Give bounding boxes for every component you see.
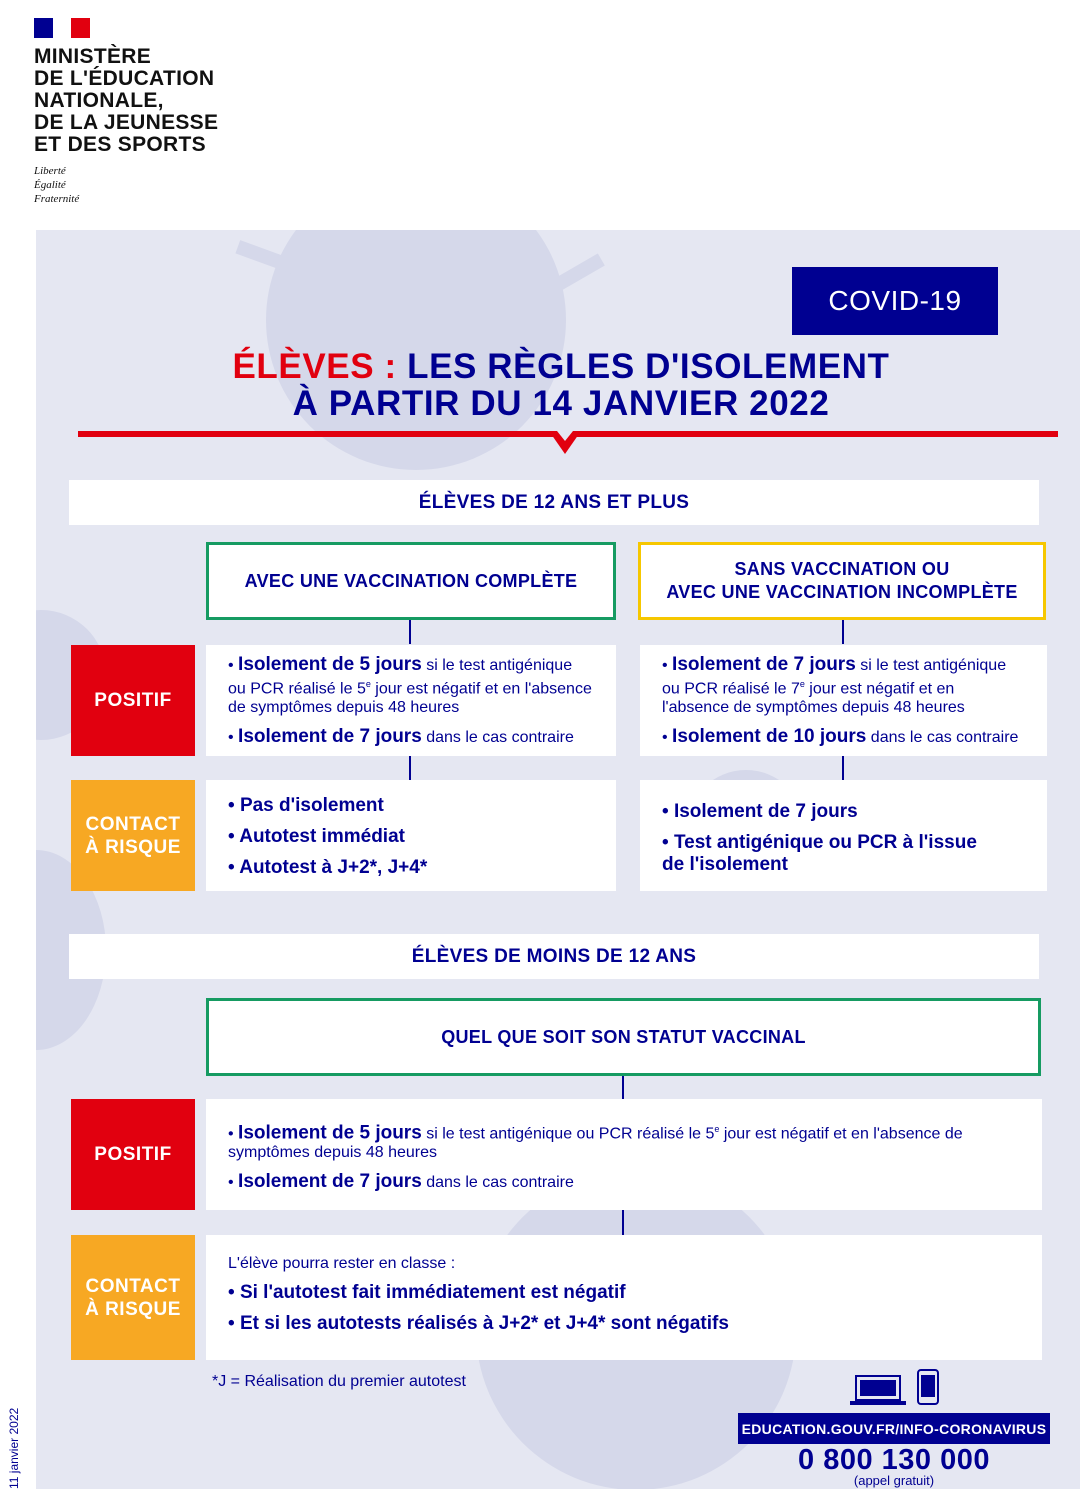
item-sup: e: [365, 679, 371, 689]
item-bold: Isolement de 10 jours: [672, 726, 867, 748]
contact-vaccinated-cell: [206, 780, 616, 891]
column-header-vaccinated: AVEC UNE VACCINATION COMPLÈTE: [206, 542, 616, 620]
item-text: jour est négatif et en l'absence de symptômes depuis 48 heures: [228, 680, 592, 717]
item-bold: Isolement de 7 jours: [672, 654, 856, 675]
list-item: • Et si les autotests réalisés à J+2* et J+4* sont négatifs: [228, 1313, 729, 1334]
section-band-under-12: ÉLÈVES DE MOINS DE 12 ANS: [69, 934, 1039, 979]
item-bold: Isolement de 5 jours: [238, 654, 422, 675]
contact-all-cell: [206, 1235, 1042, 1360]
positive-label: POSITIF: [71, 645, 195, 756]
ministry-name: MINISTÈRE DE L'ÉDUCATION NATIONALE, DE LA JEUNESSE ET DES SPORTS: [34, 45, 219, 156]
item-text: Isolement de 7 jours: [673, 801, 858, 822]
info-url-link[interactable]: EDUCATION.GOUV.FR/INFO-CORONAVIRUS: [738, 1413, 1050, 1444]
item-text: Test antigénique ou PCR à l'issue de l'isolement: [662, 832, 977, 875]
laptop-phone-icon: [850, 1368, 942, 1408]
contact-label-line1: CONTACT: [85, 1275, 181, 1297]
item-text: si le test antigénique ou PCR réalisé le 5: [421, 1125, 715, 1143]
list-item: • Si l'autotest fait immédiatement est négatif: [228, 1282, 626, 1303]
item-text: dans le cas contraire: [421, 729, 574, 747]
contact-label-line2: À RISQUE: [85, 1298, 181, 1320]
item-sup: e: [714, 1124, 720, 1134]
page-title: [78, 348, 1044, 422]
connector-line: [842, 620, 844, 644]
list-item: • Isolement de 7 jours dans le cas contraire: [228, 726, 574, 748]
item-text: Et si les autotests réalisés à J+2* et J+4* sont négatifs: [239, 1313, 729, 1334]
contact-intro: L'élève pourra rester en classe :: [228, 1255, 456, 1272]
item-bold: Isolement de 5 jours: [238, 1122, 422, 1144]
connector-line: [622, 1076, 624, 1099]
contact-unvaccinated-cell: [640, 780, 1047, 891]
item-text: Autotest immédiat: [239, 826, 405, 847]
chevron-down-icon: [549, 424, 581, 456]
list-item: • Isolement de 5 jours si le test antigénique ou PCR réalisé le 5e jour est négatif et en l'absence de symptômes depuis 48 heures: [228, 654, 592, 717]
positive-unvaccinated-cell: [640, 645, 1047, 756]
item-sup: e: [799, 679, 805, 689]
item-text: jour est négatif et en l'absence de symptômes depuis 48 heures: [228, 1125, 963, 1162]
positive-all-cell: [206, 1099, 1042, 1210]
positive-vaccinated-cell: [206, 645, 616, 756]
contact-label: [71, 780, 195, 891]
connector-line: [622, 1210, 624, 1235]
column-header-unvaccinated: [638, 542, 1046, 620]
item-text: Autotest à J+2*, J+4*: [239, 857, 428, 878]
covid-badge: COVID-19: [792, 267, 998, 335]
list-item: • Autotest à J+2*, J+4*: [228, 857, 428, 878]
list-item: • Test antigénique ou PCR à l'issue de l'isolement: [662, 832, 977, 875]
positive-label: POSITIF: [71, 1099, 195, 1210]
item-text: jour est négatif et en l'absence de symptômes depuis 48 heures: [662, 680, 965, 717]
column-header-all: QUEL QUE SOIT SON STATUT VACCINAL: [206, 998, 1041, 1076]
french-flag-icon: [34, 18, 90, 38]
list-item: • Isolement de 7 jours si le test antigénique ou PCR réalisé le 7e jour est négatif et en l'absence de symptômes depuis 48 heures: [662, 654, 1007, 717]
title-line2: À PARTIR DU 14 JANVIER 2022: [292, 384, 830, 423]
column-header-unvaccinated-line2: AVEC UNE VACCINATION INCOMPLÈTE: [666, 582, 1018, 602]
connector-line: [842, 756, 844, 780]
item-text: Pas d'isolement: [239, 795, 384, 816]
item-bold: Isolement de 7 jours: [238, 726, 422, 748]
item-text: dans le cas contraire: [866, 729, 1019, 747]
connector-line: [409, 756, 411, 780]
list-item: • Autotest immédiat: [228, 826, 405, 847]
list-item: • Pas d'isolement: [228, 795, 384, 816]
footnote: *J = Réalisation du premier autotest: [212, 1373, 466, 1390]
phone-number[interactable]: 0 800 130 000: [798, 1444, 990, 1476]
list-item: • Isolement de 5 jours si le test antigénique ou PCR réalisé le 5e jour est négatif et en l'absence de symptômes depuis 48 heures: [228, 1122, 963, 1162]
list-item: • Isolement de 7 jours dans le cas contraire: [228, 1171, 574, 1193]
title-highlight: ÉLÈVES :: [232, 347, 397, 386]
list-item: • Isolement de 7 jours: [662, 801, 858, 822]
ministry-logo: [34, 18, 334, 206]
connector-line: [409, 620, 411, 644]
side-date: 11 janvier 2022: [7, 1407, 21, 1489]
item-text: si le test antigénique ou PCR réalisé le 7: [662, 657, 1007, 698]
item-bold: Isolement de 7 jours: [238, 1171, 422, 1193]
item-text: Si l'autotest fait immédiatement est négatif: [239, 1282, 626, 1303]
column-header-unvaccinated-line1: SANS VACCINATION OU: [734, 559, 950, 579]
contact-label-line1: CONTACT: [85, 813, 181, 835]
republic-motto: Liberté Égalité Fraternité: [34, 165, 80, 205]
item-text: dans le cas contraire: [421, 1174, 574, 1192]
phone-note: (appel gratuit): [853, 1473, 935, 1488]
contact-label: [71, 1235, 195, 1360]
contact-label-line2: À RISQUE: [85, 836, 181, 858]
list-item: • Isolement de 10 jours dans le cas contraire: [662, 726, 1019, 748]
item-text: si le test antigénique ou PCR réalisé le 5: [228, 657, 573, 698]
section-band-12-plus: ÉLÈVES DE 12 ANS ET PLUS: [69, 480, 1039, 525]
title-line1: LES RÈGLES D'ISOLEMENT: [396, 347, 890, 386]
